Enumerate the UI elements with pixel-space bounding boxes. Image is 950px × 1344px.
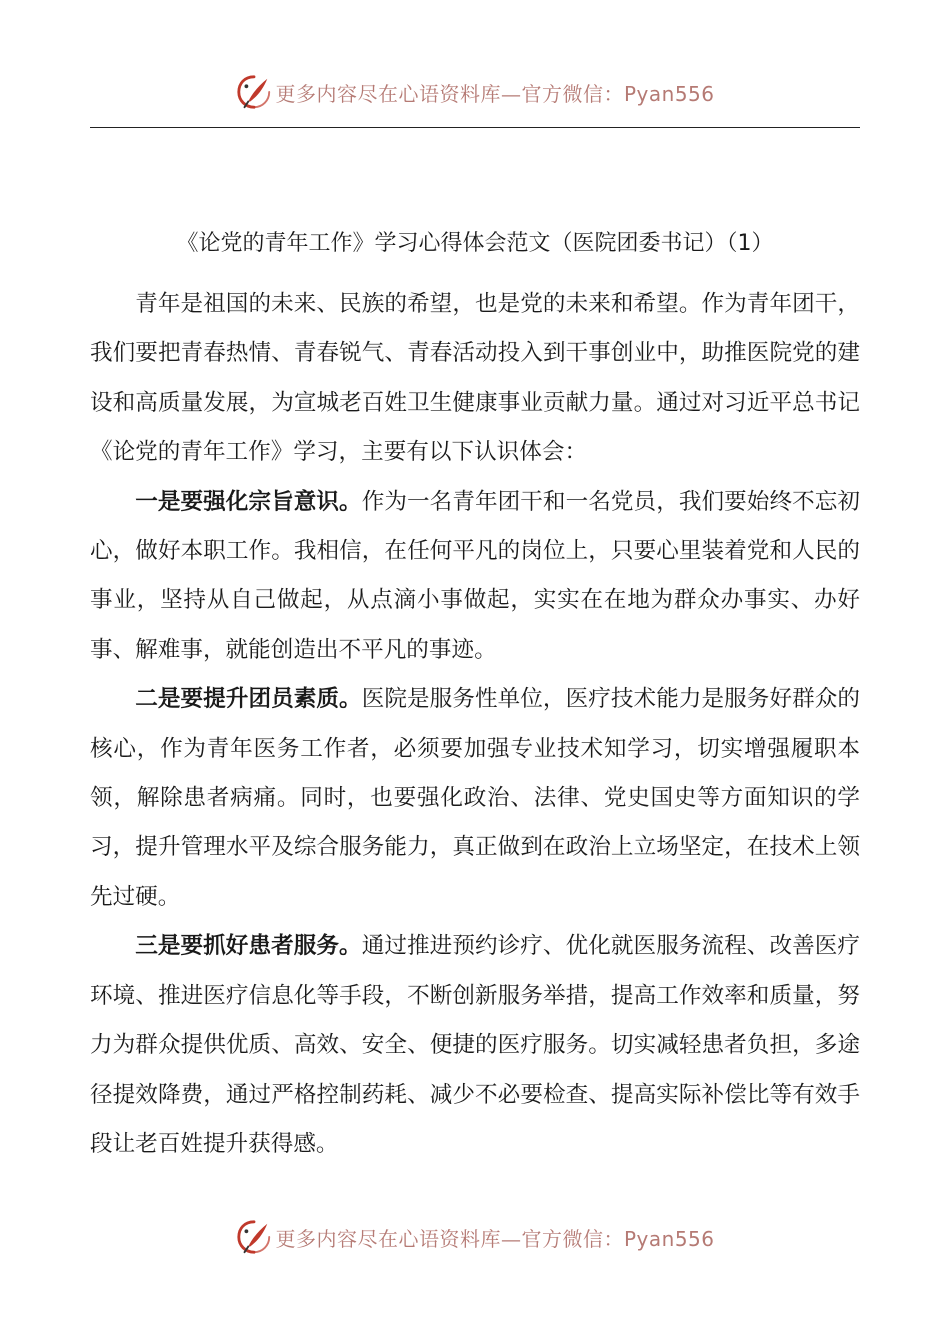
point-paragraph-1 (90, 478, 860, 676)
footer-wechat-id: Pyan556 (623, 1226, 715, 1251)
document-body (90, 280, 860, 1169)
point-text-1: 作为一名青年团干和一名党员，我们要始终不忘初心，做好本职工作。我相信，在任何平凡的岗位上，只要心里装着党和人民的事业，坚持从自己做起，从点滴小事做起，实实在在地为群众办事实、办好事、解难事，就能创造出不平凡的事迹。 (90, 488, 861, 663)
footer-banner (0, 1215, 950, 1259)
point-heading-1: 一是要强化宗旨意识。 (135, 488, 362, 515)
header-banner (0, 70, 950, 114)
banner-wechat-id: Pyan556 (623, 81, 715, 106)
intro-paragraph: 青年是祖国的未来、民族的希望，也是党的未来和希望。作为青年团干，我们要把青春热情、青春锐气、青春活动投入到干事创业中，助推医院党的建设和高质量发展，为宣城老百姓卫生健康事业贡献力量。通过对习近平总书记《论党的青年工作》学习，主要有以下认识体会： (90, 291, 860, 466)
point-paragraph-2 (90, 675, 860, 922)
point-text-2: 医院是服务性单位，医疗技术能力是服务好群众的核心，作为青年医务工作者，必须要加强专业技术知学习，切实增强履职本领，解除患者病痛。同时，也要强化政治、法律、党史国史等方面知识的学习，提升管理水平及综合服务能力，真正做到在政治上立场坚定，在技术上领先过硬。 (90, 686, 861, 910)
quill-logo-icon (235, 73, 273, 111)
quill-logo-icon (235, 1218, 273, 1256)
banner-text: 更多内容尽在心语资料库—官方微信：Pyan556 (275, 81, 715, 106)
document-title: 《论党的青年工作》学习心得体会范文（医院团委书记）（1） (176, 231, 774, 256)
header-divider (90, 127, 860, 128)
point-heading-2: 二是要提升团员素质。 (135, 686, 362, 713)
footer-banner-text: 更多内容尽在心语资料库—官方微信：Pyan556 (275, 1226, 715, 1251)
point-paragraph-3 (90, 922, 860, 1169)
point-heading-3: 三是要抓好患者服务。 (135, 933, 362, 960)
point-text-3: 通过推进预约诊疗、优化就医服务流程、改善医疗环境、推进医疗信息化等手段，不断创新服务举措，提高工作效率和质量，努力为群众提供优质、高效、安全、便捷的医疗服务。切实减轻患者负担，多途径提效降费，通过严格控制药耗、减少不必要检查、提高实际补偿比等有效手段让老百姓提升获得感。 (90, 933, 861, 1157)
